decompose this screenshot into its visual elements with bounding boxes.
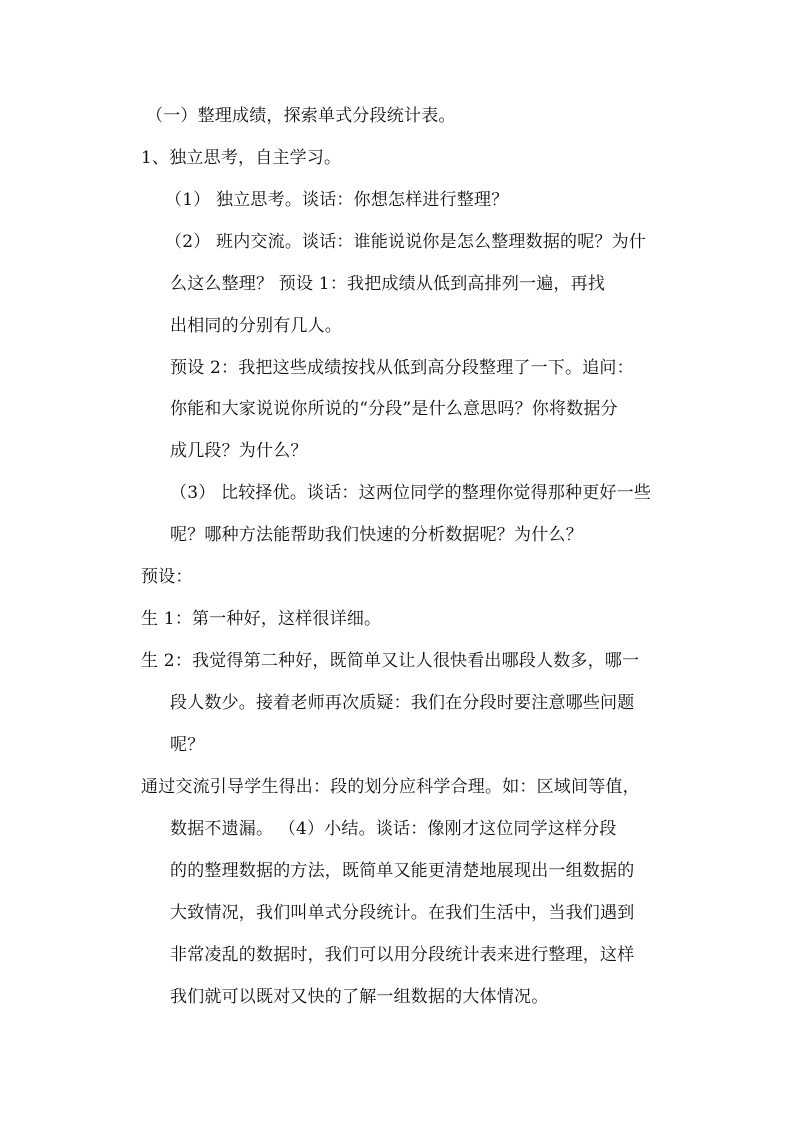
step-heading: 1、独立思考，自主学习。: [141, 148, 342, 168]
body-line: 大致情况，我们叫单式分段统计。在我们生活中，当我们遇到: [170, 903, 635, 923]
body-line: 出相同的分别有几人。: [170, 316, 342, 336]
body-line: （1） 独立思考。谈话：你想怎样进行整理？: [165, 190, 509, 210]
body-line: （3） 比较择优。谈话：这两位同学的整理你觉得那种更好一些: [170, 483, 652, 503]
body-line: 你能和大家说说你所说的“分段”是什么意思吗？你将数据分: [170, 399, 618, 419]
body-line: （2） 班内交流。谈话：谁能说说你是怎么整理数据的呢？为什: [165, 232, 647, 252]
body-line: 段人数少。接着老师再次质疑：我们在分段时要注意哪些问题: [170, 693, 635, 713]
body-line: 么这么整理？ 预设 1：我把成绩从低到高排列一遍，再找: [170, 274, 606, 294]
body-line: 生 1：第一种好，这样很详细。: [141, 609, 382, 629]
body-line: 非常凌乱的数据时，我们可以用分段统计表来进行整理，这样: [170, 945, 635, 965]
body-line: 成几段？为什么？: [170, 441, 308, 461]
body-line: 预设：: [141, 567, 193, 587]
body-line: 呢？哪种方法能帮助我们快速的分析数据呢？为什么？: [170, 525, 583, 545]
body-line: 的的整理数据的方法，既简单又能更清楚地展现出一组数据的: [170, 861, 635, 881]
section-heading: （一）整理成绩，探索单式分段统计表。: [146, 106, 456, 126]
body-line: 生 2：我觉得第二种好，既简单又让人很快看出哪段人数多，哪一: [141, 651, 640, 671]
body-line: 呢？: [170, 735, 205, 755]
body-line: 数据不遗漏。 （4）小结。谈话：像刚才这位同学这样分段: [170, 819, 617, 839]
body-line: 我们就可以既对又快的了解一组数据的大体情况。: [170, 987, 549, 1007]
body-line: 预设 2：我把这些成绩按找从低到高分段整理了一下。追问：: [170, 358, 634, 378]
body-line: 通过交流引导学生得出：段的划分应科学合理。如：区域间等值，: [141, 777, 640, 797]
